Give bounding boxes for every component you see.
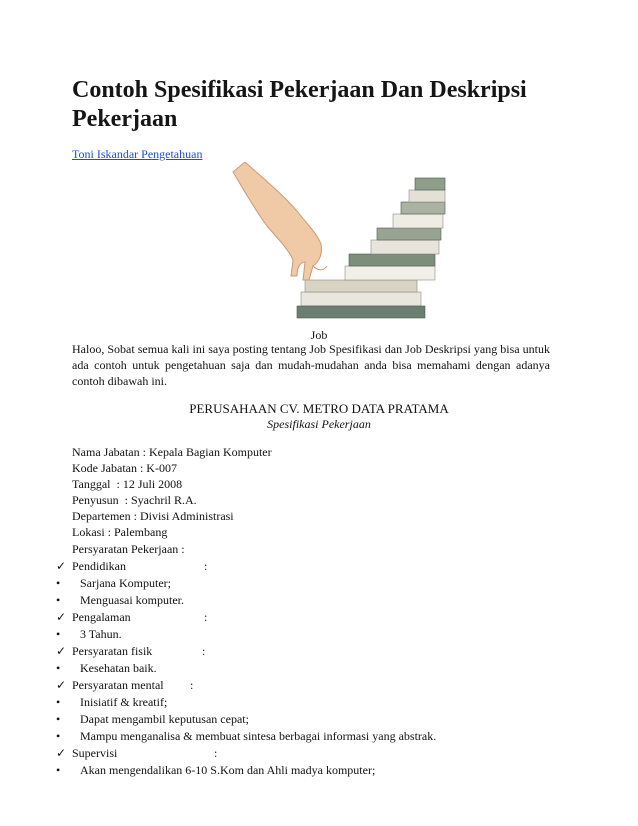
info-line: Nama Jabatan : Kepala Bagian Komputer: [72, 445, 272, 459]
company-name: PERUSAHAAN CV. METRO DATA PRATAMA: [189, 401, 449, 416]
bullet-icon: •: [56, 593, 61, 607]
checkmark-icon: ✓: [56, 644, 67, 658]
checkmark-icon: ✓: [56, 559, 67, 573]
item-label: Kesehatan baik.: [80, 661, 157, 675]
item-label: Sarjana Komputer;: [80, 576, 171, 590]
bullet-icon: •: [56, 627, 61, 641]
info-line: Lokasi : Palembang: [72, 525, 168, 539]
category-label: Pendidikan: [72, 559, 126, 573]
item-label: Menguasai komputer.: [80, 593, 184, 607]
category-label: Persyaratan mental: [72, 678, 164, 692]
bullet-icon: •: [56, 576, 61, 590]
checkmark-icon: ✓: [56, 678, 67, 692]
requirement-item: [56, 575, 576, 592]
item-label: Dapat mengambil keputusan cepat;: [80, 712, 249, 726]
bullet-icon: •: [56, 763, 61, 777]
colon: :: [190, 678, 194, 692]
colon: :: [202, 644, 206, 658]
requirements-list: [56, 558, 576, 779]
item-label: 3 Tahun.: [80, 627, 122, 641]
requirement-item: [56, 694, 576, 711]
requirements-heading: Persyaratan Pekerjaan :: [72, 542, 185, 556]
colon: :: [204, 559, 208, 573]
stairs-of-books-illustration: [205, 162, 447, 332]
requirement-item: [56, 762, 576, 779]
page-title: Contoh Spesifikasi Pekerjaan Dan Deskripsi Pekerjaan: [72, 77, 527, 132]
category-label: Supervisi: [72, 746, 118, 760]
author-link[interactable]: Toni Iskandar Pengetahuan: [72, 147, 203, 161]
item-label: Mampu menganalisa & membuat sintesa berbagai informasi yang abstrak.: [80, 729, 437, 743]
requirement-category: [56, 677, 576, 694]
requirement-item: [56, 592, 576, 609]
checkmark-icon: ✓: [56, 610, 67, 624]
info-line: Tanggal : 12 Juli 2008: [72, 477, 183, 491]
info-line: Departemen : Divisi Administrasi: [72, 509, 234, 523]
info-line: Kode Jabatan : K-007: [72, 461, 177, 475]
item-label: Inisiatif & kreatif;: [80, 695, 168, 709]
requirement-category: [56, 609, 576, 626]
requirement-category: [56, 558, 576, 575]
bullet-icon: •: [56, 729, 61, 743]
requirement-item: [56, 711, 576, 728]
requirement-category: [56, 745, 576, 762]
image-caption: Job: [310, 328, 328, 342]
requirement-item: [56, 626, 576, 643]
info-line: Penyusun : Syachril R.A.: [72, 493, 197, 507]
colon: :: [204, 610, 208, 624]
bullet-icon: •: [56, 695, 61, 709]
bullet-icon: •: [56, 712, 61, 726]
job-info: [72, 444, 272, 540]
colon: :: [214, 746, 218, 760]
checkmark-icon: ✓: [56, 746, 67, 760]
intro-paragraph: Haloo, Sobat semua kali ini saya posting tentang Job Spesifikasi dan Job Deskripsi yang bisa untuk ada contoh untuk pengetahuan saja dan mudah-mudahan anda bisa memahami dengan adanya contoh dibawah ini.: [72, 342, 550, 388]
category-label: Pengalaman: [72, 610, 131, 624]
requirement-item: [56, 728, 576, 745]
bullet-icon: •: [56, 661, 61, 675]
requirement-category: [56, 643, 576, 660]
category-label: Persyaratan fisik: [72, 644, 153, 658]
document-subtitle: Spesifikasi Pekerjaan: [267, 417, 371, 431]
hand-icon: [233, 162, 327, 280]
item-label: Akan mengendalikan 6-10 S.Kom dan Ahli madya komputer;: [80, 763, 376, 777]
requirement-item: [56, 660, 576, 677]
